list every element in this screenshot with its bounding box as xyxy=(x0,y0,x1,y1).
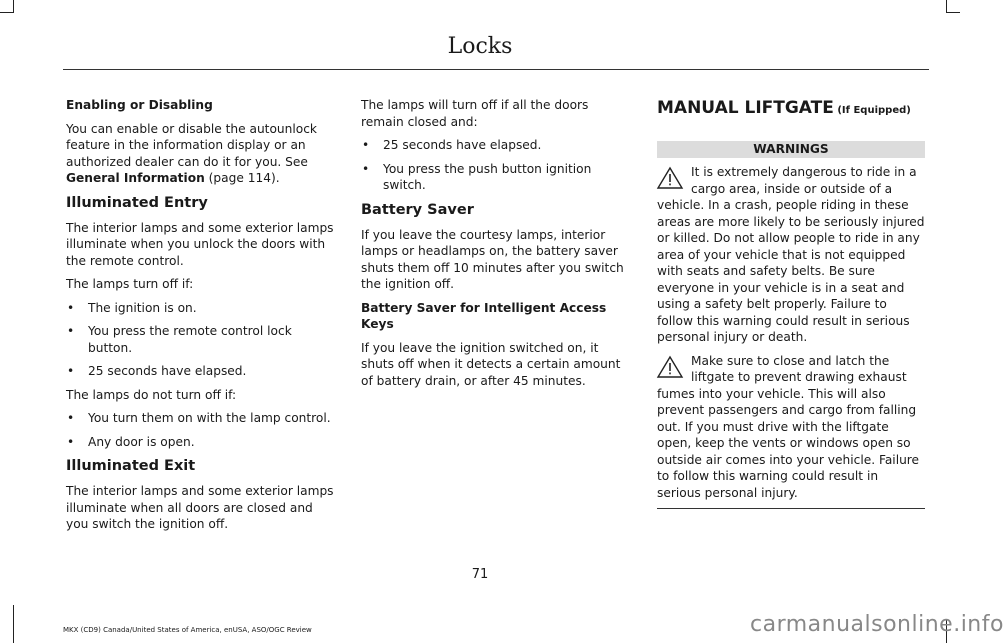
warning-1-text: It is extremely dangerous to ride in a cargo area, inside or outside of a vehicle. In a crash, people riding in these areas are more likely to be seriously injured or killed. Do not allow people to ride in any area of your vehicle that is not equipped with seats and safety belts. Be sure everyone in your vehicle is in a seat and using a safety belt properly. Failure to follow this warning could result in serious personal injury or death. xyxy=(657,165,925,344)
crop-mark xyxy=(13,605,14,643)
heading-illuminated-exit: Illuminated Exit xyxy=(66,458,196,474)
list-item: • 25 seconds have elapsed. xyxy=(66,363,338,380)
section-title: MANUAL LIFTGATE (If Equipped) xyxy=(657,98,911,118)
list-item: • You press the push button ignition switch. xyxy=(361,161,633,194)
heading-intelligent-access: Battery Saver for Intelligent Access Keys xyxy=(361,300,607,331)
section-title-suffix: (If Equipped) xyxy=(833,105,911,116)
heading-battery-saver: Battery Saver xyxy=(361,201,474,218)
paragraph-notoff: The lamps do not turn off if: xyxy=(66,387,237,402)
warning-1 xyxy=(657,164,925,346)
list-item: • The ignition is on. xyxy=(66,300,338,317)
page-title: Locks xyxy=(447,34,513,59)
list-item: • You press the remote control lock button. xyxy=(66,323,338,356)
paragraph-turnoff: The lamps turn off if: xyxy=(66,277,194,291)
crop-mark xyxy=(947,12,960,13)
list-item: • You turn them on with the lamp control. xyxy=(66,410,338,427)
list-doors xyxy=(361,137,633,194)
list-notoff xyxy=(66,410,338,450)
warning-2-text: Make sure to close and latch the liftgate to prevent drawing exhaust fumes into your vehicle. This will also prevent passengers and cargo from falling out. If you must drive with the liftgate open, keep the vents or windows open so outside air comes into your vehicle. Failure to follow this warning could result in serious personal injury. xyxy=(657,353,920,500)
watermark: carmanualsonline.info xyxy=(750,612,1004,637)
warning-2 xyxy=(657,353,925,502)
warning-triangle-icon xyxy=(657,167,683,189)
header-rule xyxy=(63,69,929,70)
paragraph-intelligent-access: If you leave the ignition switched on, it shuts off when it detects a certain amount of battery drain, or after 45 minutes. xyxy=(361,340,621,388)
list-item: • 25 seconds have elapsed. xyxy=(361,137,633,154)
paragraph-enabling: You can enable or disable the autounlock feature in the information display or an authorized dealer can do it for you. See General Information (page 114). xyxy=(66,121,317,185)
warnings-bar: WARNINGS xyxy=(657,141,925,158)
heading-illuminated-entry: Illuminated Entry xyxy=(66,194,208,211)
crop-mark xyxy=(13,0,14,13)
list-turnoff xyxy=(66,300,338,380)
paragraph-saver: If you leave the courtesy lamps, interior lamps or headlamps on, the battery saver shuts them off 10 minutes after you switch the ignition off. xyxy=(361,227,624,291)
paragraph-exit: The interior lamps and some exterior lamps illuminate when all doors are closed and you switch the ignition off. xyxy=(66,484,334,531)
column-3 xyxy=(657,97,925,509)
crop-mark xyxy=(946,0,947,13)
list-item: • Any door is open. xyxy=(66,434,338,451)
warnings-end-rule xyxy=(657,508,925,509)
edition-footer: MKX (CD9) Canada/United States of America, enUSA, ASO/OGC Review xyxy=(63,626,312,634)
column-1 xyxy=(66,97,338,540)
warning-triangle-icon xyxy=(657,356,683,378)
paragraph-entry: The interior lamps and some exterior lamps illuminate when you unlock the doors with the remote control. xyxy=(66,220,334,268)
reference-link: General Information xyxy=(66,171,205,185)
column-2 xyxy=(361,97,633,396)
crop-mark xyxy=(0,12,13,13)
heading-enabling: Enabling or Disabling xyxy=(66,98,213,112)
page-number: 71 xyxy=(471,567,489,582)
paragraph-doors: The lamps will turn off if all the doors remain closed and: xyxy=(361,98,589,129)
